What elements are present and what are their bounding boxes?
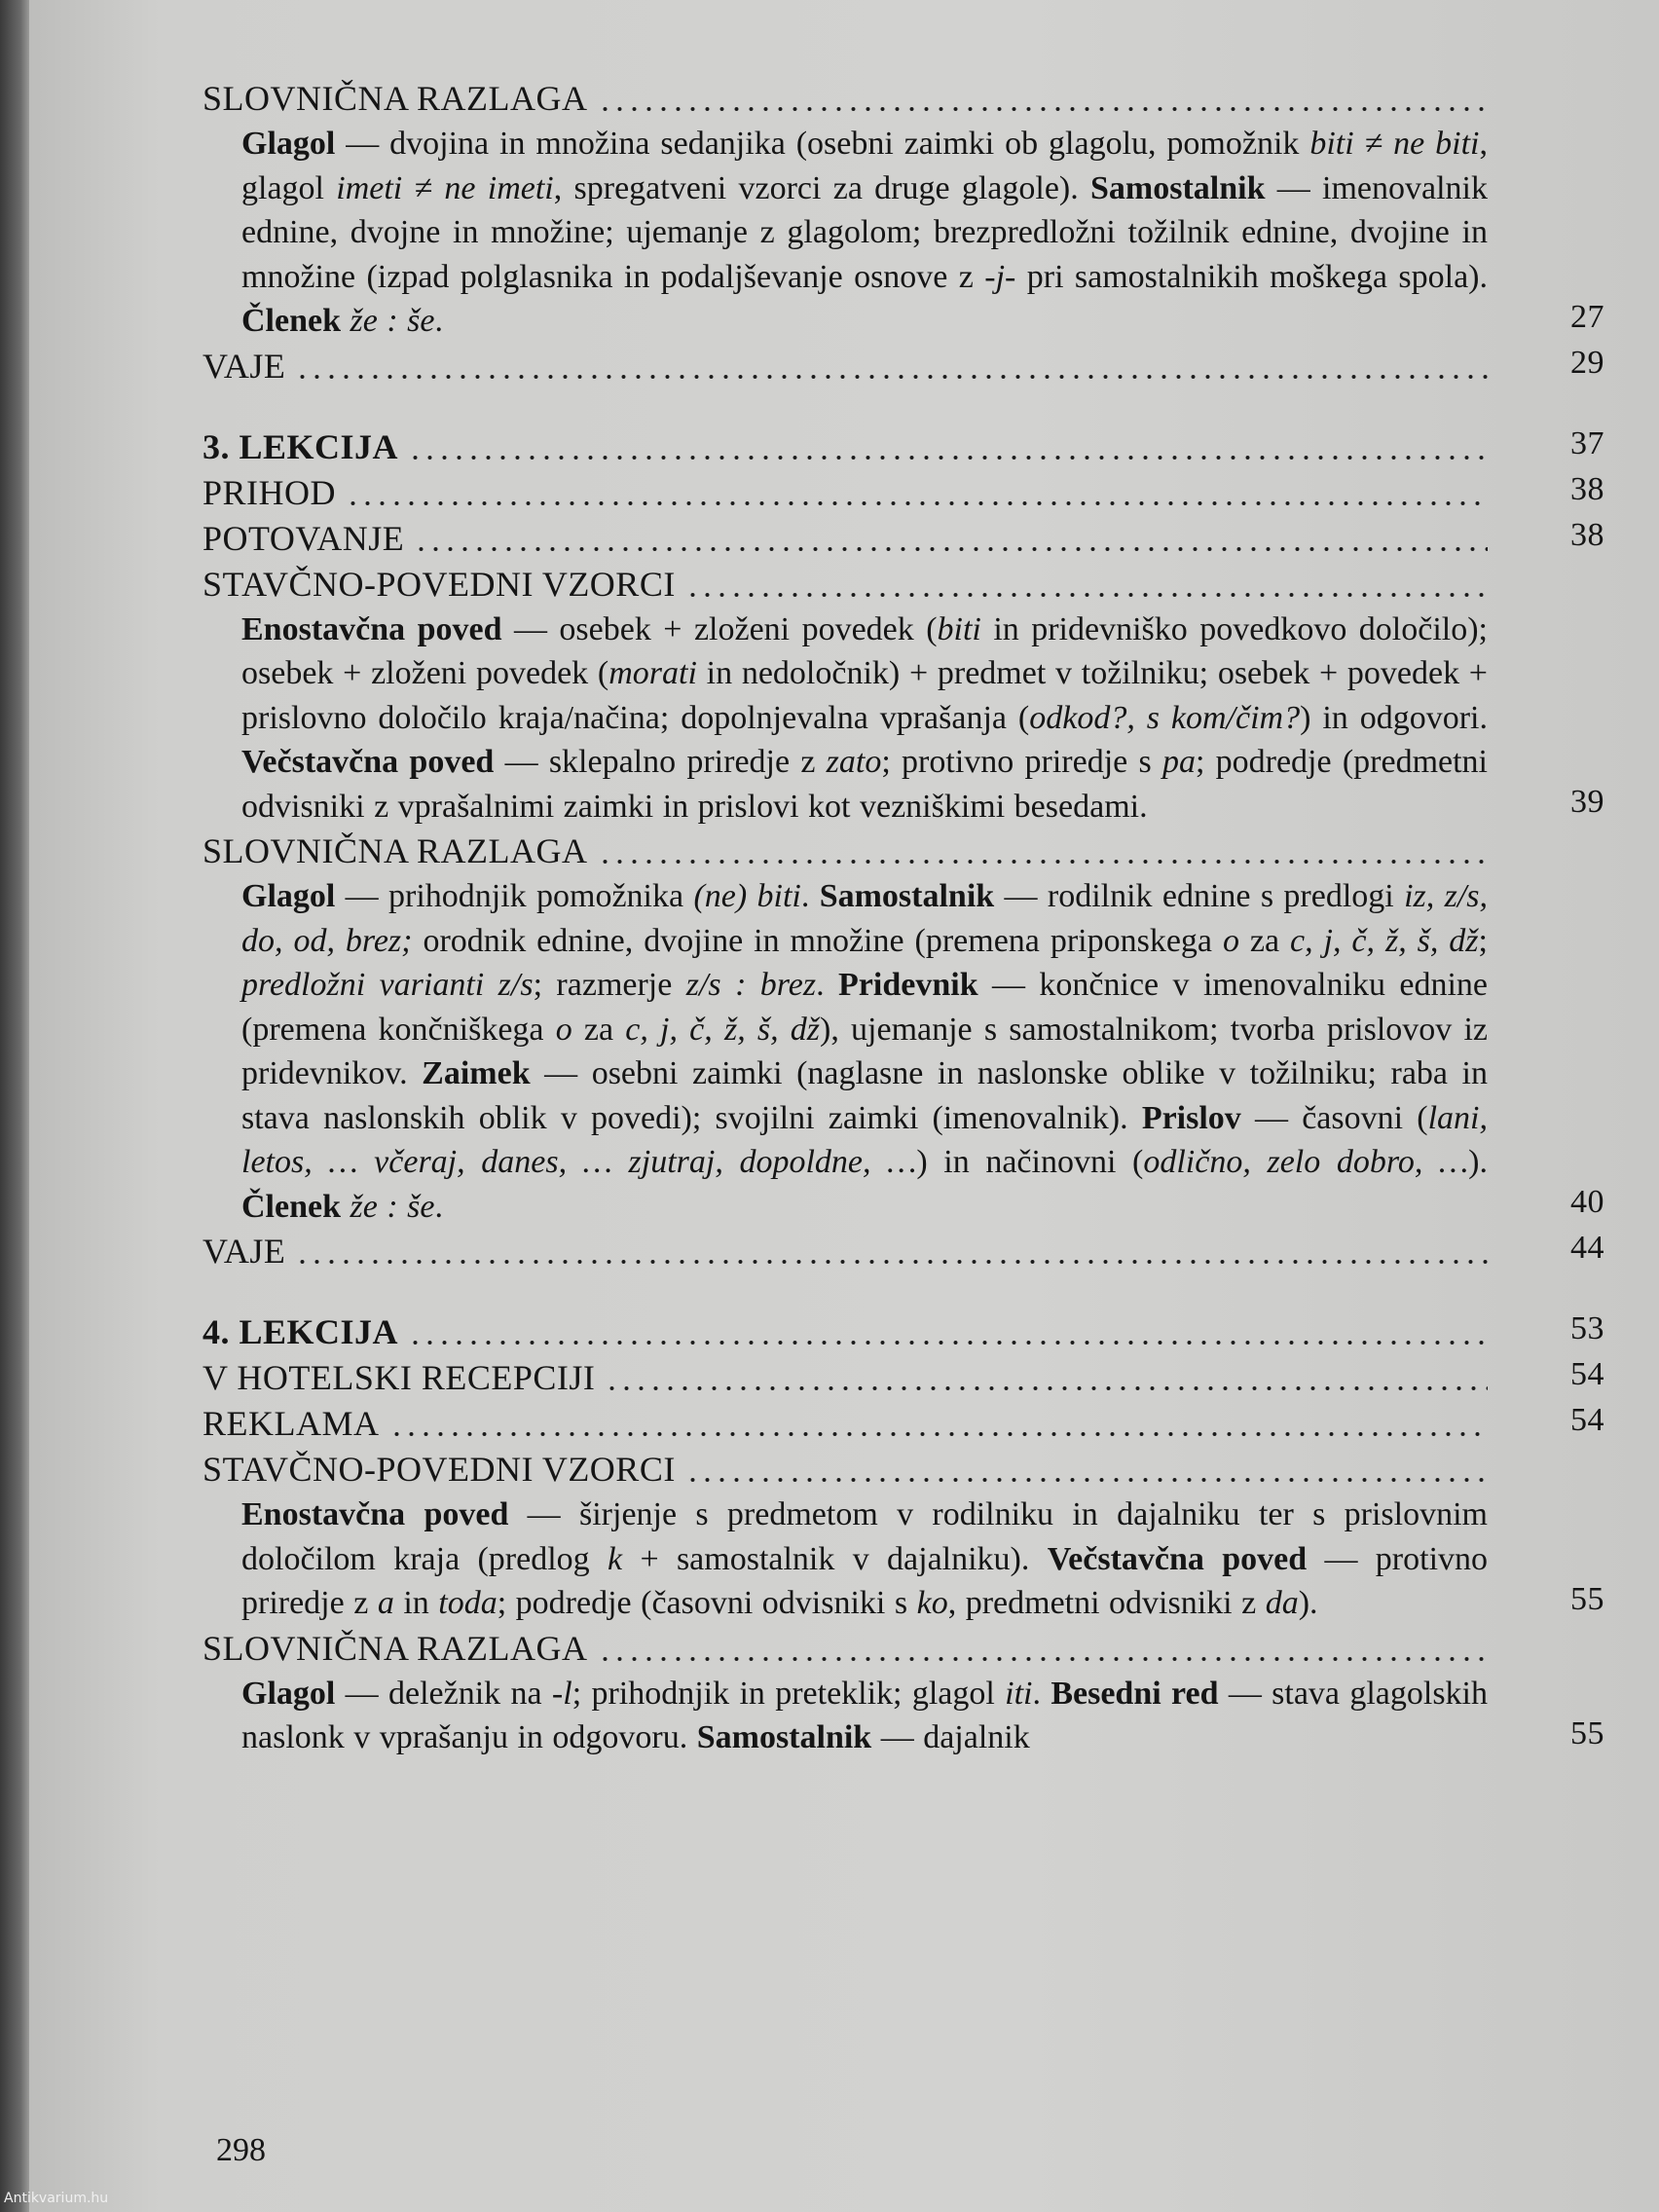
toc-heading-row [203, 424, 1604, 470]
term-italic: toda [438, 1585, 498, 1621]
term-italic: (ne) biti [693, 878, 801, 914]
toc-entry [203, 1355, 1604, 1401]
toc-page-number: 29 [1570, 344, 1604, 381]
term-italic: zato [826, 744, 882, 780]
term-italic: morati [608, 655, 697, 691]
toc-heading-row [203, 1355, 1604, 1401]
desc-text: ), ujemanje s samostalnikom; tvorba prislovov iz pridevnikov. [241, 1011, 1488, 1091]
desc-text: — rodilnik ednine s predlogi [994, 878, 1405, 914]
term-bold: Glagol [241, 878, 336, 914]
toc-page-number: 39 [1570, 784, 1604, 820]
desc-text: + samostalnik v dajalniku). [622, 1540, 1048, 1577]
desc-text: — deležnik na [335, 1675, 552, 1712]
toc-heading-row [203, 344, 1604, 389]
desc-text: . [1032, 1675, 1051, 1712]
toc-heading-row [203, 470, 1604, 516]
term-bold: Prislov [1141, 1099, 1241, 1136]
desc-text: — prihodnjik pomožnika [335, 878, 694, 914]
toc-page-number: 40 [1570, 1184, 1604, 1220]
term-bold: Samostalnik [819, 878, 995, 914]
desc-text: ) in odgovori. [1300, 699, 1488, 736]
watermark: Antikvarium.hu [4, 2191, 109, 2206]
desc-text: — stava glagolskih naslonk v vprašanju in odgovoru. [241, 1675, 1488, 1755]
term-bold: Zaimek [422, 1055, 531, 1091]
term-bold: Samostalnik [1090, 169, 1266, 206]
toc-heading: VAJE [203, 1232, 286, 1271]
dot-leader [295, 375, 1488, 379]
toc-heading-row [203, 516, 1604, 562]
toc-heading-row [203, 1309, 1604, 1355]
desc-text: orodnik ednine, dvojine in množine (premena priponskega [412, 922, 1223, 959]
toc-heading-row [203, 1229, 1604, 1274]
desc-text [341, 303, 350, 339]
desc-text: . [816, 967, 839, 1003]
term-italic: že : še [350, 303, 435, 339]
toc-entry [203, 1401, 1604, 1447]
toc-entry [203, 76, 1604, 344]
term-italic: imeti ≠ ne imeti [336, 169, 554, 206]
desc-text: pri samostalnikih moškega spola). [1015, 258, 1488, 295]
toc-heading: POTOVANJE [203, 518, 405, 558]
dot-leader [685, 1478, 1488, 1482]
term-bold: Členek [241, 303, 341, 339]
toc-page-number: 44 [1570, 1230, 1604, 1266]
term-italic: iti [1005, 1675, 1033, 1712]
term-italic: z/s : brez [685, 967, 817, 1003]
desc-text: , glagol [241, 126, 1488, 206]
toc-heading: REKLAMA [203, 1404, 380, 1443]
toc-heading: PRIHOD [203, 472, 337, 512]
toc-heading: SLOVNIČNA RAZLAGA [203, 1628, 588, 1668]
desc-text: ; podredje (predmetni odvisniki z vprašalnimi zaimki in prislovi kot vezniškimi besedami. [241, 744, 1489, 825]
page-number: 298 [216, 2132, 266, 2168]
term-italic: pa [1161, 744, 1196, 780]
dot-leader [389, 1432, 1489, 1436]
term-italic: c, j, č, ž, š, dž [625, 1011, 821, 1048]
toc-entry [203, 1626, 1604, 1760]
toc-entry [203, 424, 1604, 470]
term-italic: k [608, 1540, 623, 1577]
dot-leader [685, 593, 1488, 597]
toc-heading: STAVČNO-POVEDNI VZORCI [203, 1450, 676, 1489]
desc-text [341, 1189, 350, 1225]
toc-entry [203, 1447, 1604, 1626]
desc-text: — osebek + zloženi povedek ( [501, 610, 938, 647]
toc-heading-row [203, 1401, 1604, 1447]
toc-heading: 4. LEKCIJA [203, 1312, 399, 1351]
dot-leader [605, 1386, 1488, 1390]
toc-entry [203, 516, 1604, 562]
toc-page-number: 55 [1570, 1580, 1604, 1617]
toc-heading: SLOVNIČNA RAZLAGA [203, 831, 588, 870]
term-italic: biti ≠ ne biti [1309, 126, 1480, 162]
term-bold: Besedni red [1051, 1675, 1219, 1712]
desc-text: . [800, 878, 820, 914]
desc-text: ; prihodnjik in preteklik; glagol [571, 1675, 1006, 1712]
dot-leader [598, 107, 1489, 111]
term-italic: -l [551, 1675, 572, 1712]
toc-description [241, 122, 1488, 344]
toc-entry [203, 470, 1604, 516]
desc-text: in nedoločnik) + predmet v tožilniku; osebek + povedek + prislovno določilo kraja/načina; dopolnjevalna vprašanja ( [241, 655, 1488, 736]
toc-heading: SLOVNIČNA RAZLAGA [203, 79, 588, 118]
toc-page-number: 54 [1570, 1356, 1604, 1392]
dot-leader [408, 1341, 1488, 1345]
desc-text: — širjenje s predmetom v rodilniku in dajalniku ter s prislovnim določilom kraja (predlog [241, 1496, 1488, 1577]
toc-description [241, 1493, 1488, 1626]
dot-leader [346, 501, 1488, 505]
desc-text: , spregatveni vzorci za druge glagole). [553, 169, 1091, 206]
term-italic: a [377, 1585, 394, 1621]
desc-text: ; podredje (časovni odvisniki s [497, 1585, 917, 1621]
toc-heading: 3. LEKCIJA [203, 426, 399, 466]
term-italic: biti [937, 610, 981, 647]
dot-leader [598, 860, 1489, 864]
desc-text: — končnice v imenovalniku ednine (premena končniškega [241, 967, 1488, 1048]
desc-text: — časovni ( [1240, 1099, 1428, 1136]
dot-leader [408, 456, 1488, 460]
desc-text: — dajalnik [871, 1719, 1030, 1755]
term-italic: lani, letos, … včeraj, danes, … zjutraj, dopoldne, … [241, 1099, 1489, 1180]
toc-description [241, 874, 1488, 1229]
desc-text: ; [1478, 922, 1488, 959]
desc-text: ; protivno priredje s [881, 744, 1162, 780]
term-italic: da [1265, 1585, 1299, 1621]
desc-text: in pridevniško povedkovo določilo); osebek + zloženi povedek ( [241, 610, 1488, 691]
desc-text: — dvojina in množina sedanjika (osebni zaimki ob glagolu, pomožnik [335, 126, 1310, 162]
term-bold: Enostavčna poved [241, 610, 502, 647]
desc-text: ). [1468, 1144, 1488, 1180]
term-italic: odkod?, s kom/čim? [1029, 699, 1301, 736]
desc-text: — imenovalnik ednine, dvojne in množine; ujemanje z glagolom; brezpredložni tožilnik ednine, dvojine in množine (izpad polglasnika in podaljševanje osnove z [241, 169, 1489, 295]
toc-page-number: 37 [1570, 424, 1604, 461]
toc-heading: V HOTELSKI RECEPCIJI [203, 1358, 596, 1397]
toc-entry [203, 829, 1604, 1229]
desc-text: — sklepalno priredje z [494, 744, 827, 780]
dot-leader [598, 1657, 1489, 1661]
term-italic: iz, z/s, do, od, brez; [241, 878, 1489, 959]
toc-entry [203, 344, 1604, 389]
desc-text: . [434, 1188, 443, 1225]
term-italic: že : še [350, 1188, 435, 1225]
toc-description [241, 1672, 1488, 1760]
desc-text: ). [1298, 1585, 1318, 1621]
term-italic: c, j, č, ž, š, dž [1290, 922, 1479, 959]
desc-text: za [571, 1011, 626, 1048]
desc-text: , predmetni odvisniki z [947, 1585, 1266, 1621]
term-bold: Samostalnik [696, 1719, 872, 1755]
term-bold: Členek [241, 1188, 341, 1225]
term-bold: Enostavčna poved [241, 1496, 509, 1532]
toc-page-number: 38 [1570, 516, 1604, 553]
toc-page-number: 38 [1570, 470, 1604, 507]
dot-leader [295, 1260, 1488, 1264]
desc-text: . [434, 303, 443, 339]
toc-entry [203, 1309, 1604, 1355]
toc-entry [203, 562, 1604, 830]
desc-text: ) in načinovni ( [916, 1144, 1144, 1180]
term-bold: Glagol [241, 126, 336, 162]
term-bold: Večstavčna poved [241, 744, 495, 780]
toc-heading: STAVČNO-POVEDNI VZORCI [203, 564, 676, 604]
desc-text: ; razmerje [533, 967, 686, 1003]
desc-text: in [393, 1585, 439, 1621]
term-italic: ko [916, 1585, 948, 1621]
book-spine-shadow [0, 0, 29, 2212]
term-bold: Pridevnik [838, 967, 978, 1003]
toc-heading: VAJE [203, 346, 286, 386]
toc-description [241, 608, 1488, 830]
term-italic: predložni varianti z/s [241, 967, 534, 1003]
toc-page-number: 54 [1570, 1402, 1604, 1438]
term-italic: odlično, zelo dobro, … [1143, 1144, 1469, 1180]
term-bold: Glagol [241, 1675, 336, 1712]
toc-page-number: 53 [1570, 1310, 1604, 1346]
desc-text: — protivno priredje z [241, 1540, 1489, 1621]
term-italic: -j- [984, 258, 1016, 295]
term-italic: o [1222, 922, 1239, 959]
table-of-contents [203, 76, 1604, 1760]
desc-text: — osebni zaimki (naglasne in naslonske oblike v tožilniku; raba in stava naslonskih oblik v povedi); svojilni zaimki (imenovalnik). [241, 1055, 1488, 1136]
desc-text: za [1238, 922, 1291, 959]
dot-leader [414, 547, 1488, 551]
toc-page-number: 27 [1570, 298, 1604, 335]
toc-page-number: 55 [1570, 1714, 1604, 1751]
term-bold: Večstavčna poved [1047, 1540, 1308, 1577]
term-italic: o [555, 1011, 572, 1048]
toc-entry [203, 1229, 1604, 1274]
